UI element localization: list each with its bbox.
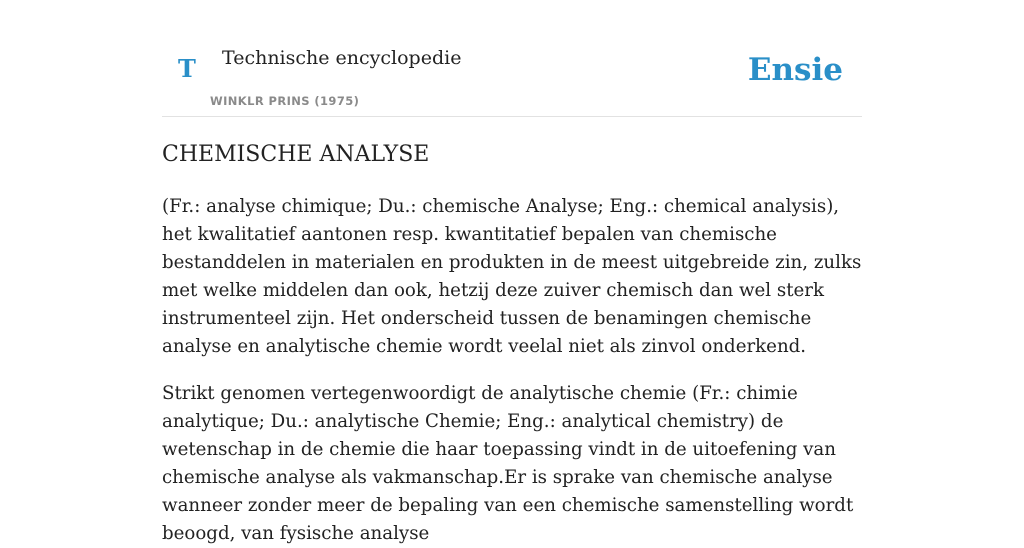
brand-logo-link[interactable]: Ensie bbox=[747, 52, 843, 88]
article-paragraph: (Fr.: analyse chimique; Du.: chemische Analyse; Eng.: chemical analysis), het kwalitatief aantonen resp. kwantitatief bepalen van chemische bestanddelen in materialen en produkten in de meest uitgebreide zin, zulks met welke middelen dan ook, hetzij deze zuiver chemisch dan wel sterk instrumenteel zijn. Het onderscheid tussen de benamingen chemische analyse en analytische chemie wordt veelal niet als zinvol onderkend. bbox=[162, 196, 862, 357]
book-title: Technische encyclopedie bbox=[222, 47, 462, 69]
article-paragraph: Strikt genomen vertegenwoordigt de analytische chemie (Fr.: chimie analytique; Du.: analytische Chemie; Eng.: analytical chemistry) de wetenschap in de chemie die haar toepassing vindt in de uitoefening van chemische analyse als vakmanschap.Er is sprake van chemische analyse wanneer zonder meer de bepaling van een chemische samenstelling wordt beoogd, van fysische analyse bbox=[162, 383, 854, 544]
book-logo-link[interactable]: T bbox=[178, 54, 196, 83]
header bbox=[162, 0, 862, 117]
article-title: CHEMISCHE ANALYSE bbox=[162, 142, 430, 167]
book-source: WINKLR PRINS (1975) bbox=[210, 94, 360, 108]
article bbox=[162, 139, 862, 548]
